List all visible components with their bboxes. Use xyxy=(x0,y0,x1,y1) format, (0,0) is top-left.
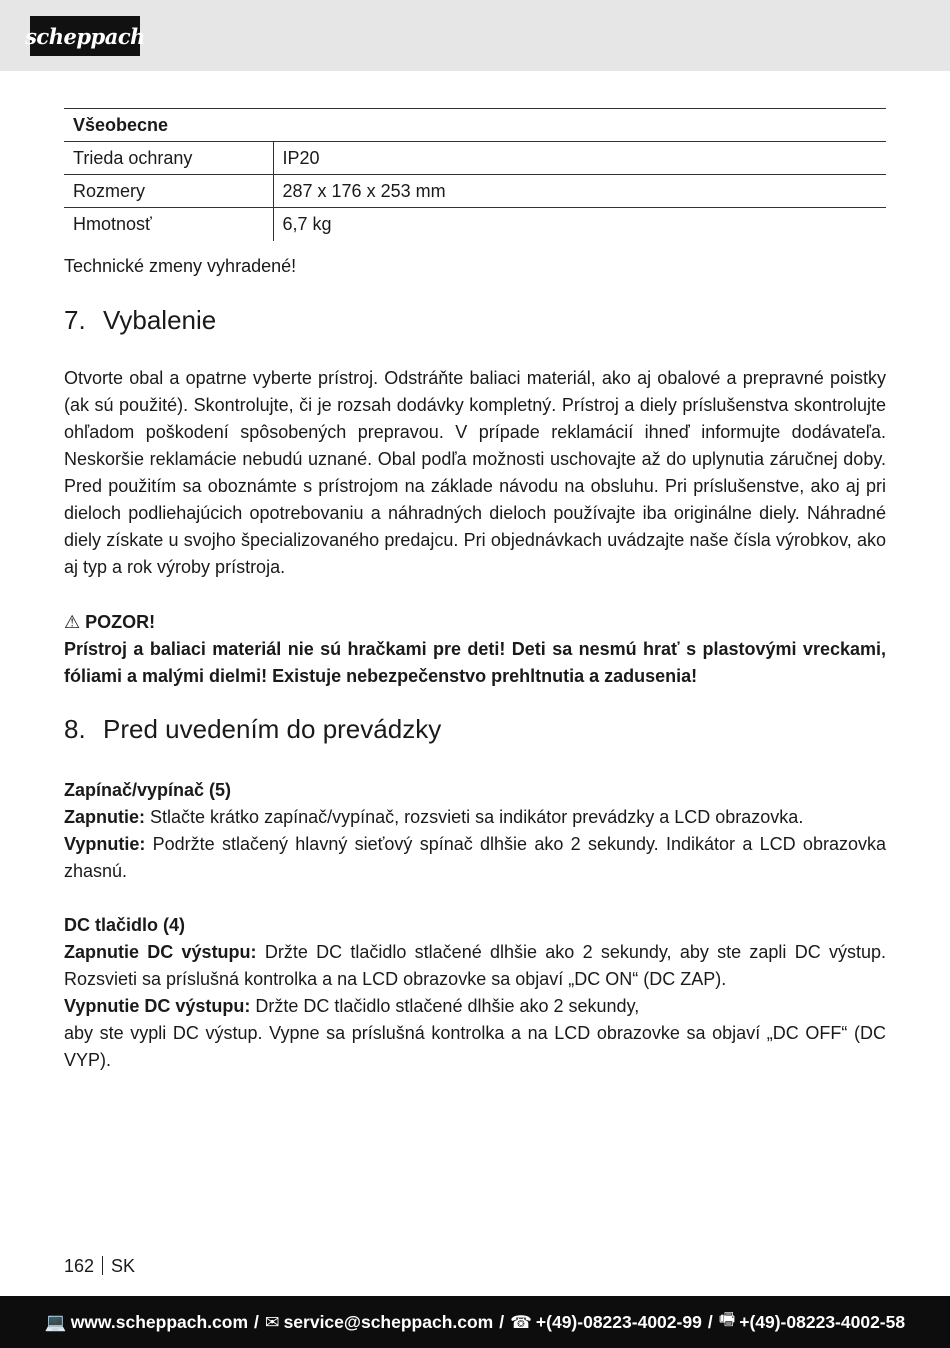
spec-value: 6,7 kg xyxy=(273,208,886,241)
warning-text: Prístroj a baliaci materiál nie sú hračkami pre deti! Deti sa nesmú hrať s plastovými vreckami, fóliami a malými dielmi! Existuje nebezpečenstvo prehltnutia a zadusenia! xyxy=(64,638,886,686)
scheppach-logo[interactable]: scheppach xyxy=(30,16,140,56)
footer-website-link[interactable]: www.scheppach.com xyxy=(70,1311,249,1332)
dc-subsection xyxy=(64,912,886,1074)
switch-on-text: Stlačte krátko zapínač/vypínač, rozsvieti sa indikátor prevádzky a LCD obrazovka. xyxy=(150,806,804,827)
section-7-body: Otvorte obal a opatrne vyberte prístroj. Odstráňte baliaci materiál, ako aj obalové a prepravné poistky (ak sú použité). Skontrolujte, či je rozsah dodávky kompletný. Prístroj a diely príslušenstva skontrolujte ohľadom poškodení spôsobených prepravou. V prípade reklamácií ihneď informujte dodávateľa. Neskoršie reklamácie nebudú uznané. Obal podľa možnosti uschovajte až do uplynutia záručnej doby. Pred použitím sa oboznámte s prístrojom na základe návodu na obsluhu. Pri príslušenstve, ako aj pri dieloch podliehajúcich opotrebovaniu a náhradných dieloch používajte iba originálne diely. Náhradné diely získate u svojho špecializovaného predajcu. Pri objednávkach uvádzajte naše čísla výrobkov, ako aj typ a rok výroby prístroja. xyxy=(64,367,886,577)
warning-title: POZOR! xyxy=(85,611,156,632)
footer-email-link[interactable]: service@scheppach.com xyxy=(283,1311,494,1332)
computer-icon: 💻 xyxy=(44,1311,67,1332)
table-row xyxy=(64,208,886,241)
page-separator xyxy=(102,1256,103,1275)
page-language: SK xyxy=(111,1256,136,1276)
page-content xyxy=(64,108,886,1074)
footer-contact-bar xyxy=(0,1296,950,1348)
dc-on-label: Zapnutie DC výstupu: xyxy=(64,941,257,962)
section-title: Vybalenie xyxy=(103,304,217,335)
switch-heading: Zapínač/vypínač (5) xyxy=(64,779,232,800)
spec-label: Hmotnosť xyxy=(64,208,273,241)
spec-table-heading-row xyxy=(64,109,886,142)
section-number: 7. xyxy=(64,304,86,335)
footer-separator: / xyxy=(254,1311,259,1332)
section-8-heading xyxy=(64,714,886,744)
section-number: 8. xyxy=(64,713,86,744)
spec-table xyxy=(64,108,886,241)
spec-table-heading: Všeobecne xyxy=(64,109,886,142)
dc-on-text: Držte DC tlačidlo stlačené dlhšie ako 2 sekundy, aby ste zapli DC výstup. Rozsvieti sa príslušná kontrolka a na LCD obrazovke sa objaví „DC ON“ (DC ZAP). xyxy=(64,941,886,989)
fax-icon: 🖷 xyxy=(718,1309,736,1329)
section-7-heading xyxy=(64,305,886,335)
switch-subsection xyxy=(64,777,886,885)
switch-on-paragraph xyxy=(64,804,886,831)
section-title: Pred uvedením do prevádzky xyxy=(103,713,442,744)
dc-off-continuation: aby ste vypli DC výstup. Vypne sa príslušná kontrolka a na LCD obrazovke sa objaví „DC OFF“ (DC VYP). xyxy=(64,1022,886,1070)
switch-off-text: Podržte stlačený hlavný sieťový spínač dlhšie ako 2 sekundy. Indikátor a LCD obrazovka zhasnú. xyxy=(64,833,886,881)
table-row xyxy=(64,142,886,175)
switch-off-paragraph xyxy=(64,831,886,885)
table-row xyxy=(64,175,886,208)
footer-separator: / xyxy=(707,1311,713,1332)
phone-icon: ☎ xyxy=(510,1311,532,1332)
tech-note: Technické zmeny vyhradené! xyxy=(64,255,297,276)
warning-block xyxy=(64,609,886,690)
header-band xyxy=(0,0,950,71)
switch-off-label: Vypnutie: xyxy=(64,833,146,854)
page-number-value: 162 xyxy=(64,1256,95,1276)
spec-value: IP20 xyxy=(273,142,886,175)
dc-off-text: Držte DC tlačidlo stlačené dlhšie ako 2 sekundy, xyxy=(255,995,640,1016)
footer-separator: / xyxy=(499,1311,505,1332)
dc-on-paragraph xyxy=(64,939,886,993)
warning-triangle-icon: ⚠ xyxy=(64,611,81,632)
spec-label: Rozmery xyxy=(64,175,273,208)
warning-title-line xyxy=(64,609,886,636)
dc-off-label: Vypnutie DC výstupu: xyxy=(64,995,251,1016)
spec-value: 287 x 176 x 253 mm xyxy=(273,175,886,208)
page-number xyxy=(64,1256,135,1277)
spec-label: Trieda ochrany xyxy=(64,142,273,175)
switch-on-label: Zapnutie: xyxy=(64,806,145,827)
footer-phone[interactable]: +(49)-08223-4002-99 xyxy=(535,1311,702,1332)
dc-heading: DC tlačidlo (4) xyxy=(64,914,186,935)
footer-fax: +(49)-08223-4002-58 xyxy=(739,1311,906,1332)
dc-off-paragraph xyxy=(64,993,886,1020)
mail-icon: ✉ xyxy=(264,1311,280,1332)
